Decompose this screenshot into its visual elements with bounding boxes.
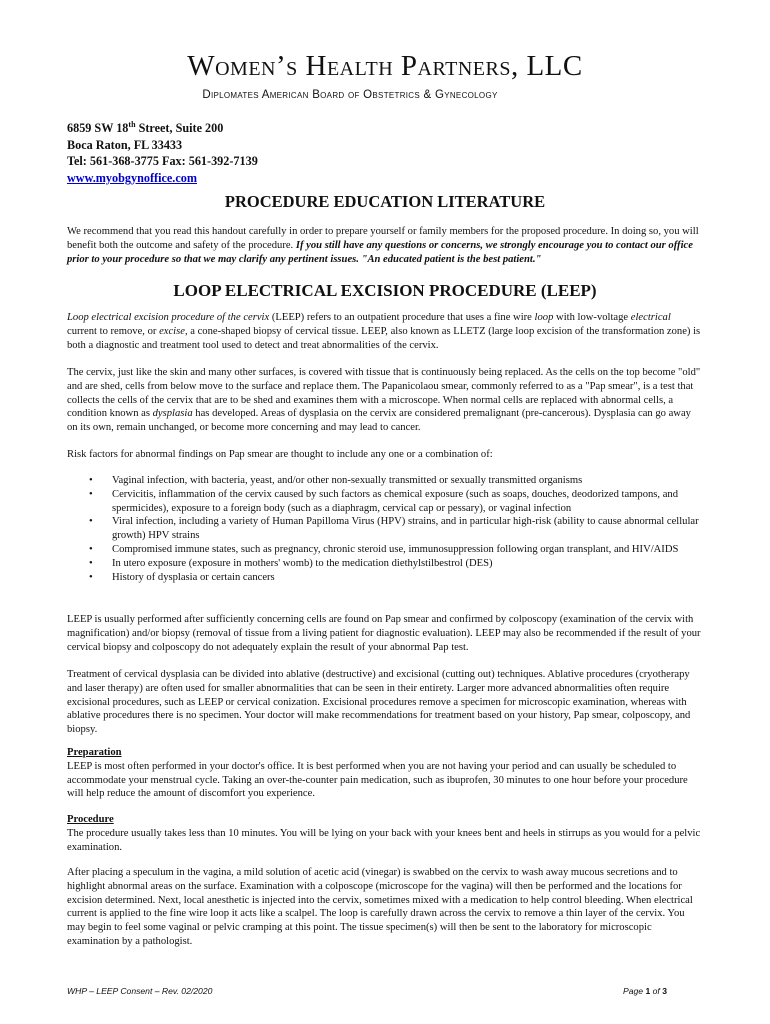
leep-heading: LOOP ELECTRICAL EXCISION PROCEDURE (LEEP) — [173, 281, 597, 300]
procedure-text: The procedure usually takes less than 10 minutes. You will be lying on your back with your knees bent and heels in stirrups as you would for a pelvic examination. — [67, 827, 701, 853]
preparation-section — [67, 746, 703, 801]
list-item: • Vaginal infection, with bacteria, yeast, and/or other non-sexually transmitted or sexually transmitted organisms — [89, 475, 583, 486]
footer-page-number: Page 1 of 3 — [623, 986, 667, 996]
phone-fax: Tel: 561-368-3775 Fax: 561-392-7139 — [67, 154, 258, 169]
footer-form-id: WHP – LEEP Consent – Rev. 02/2020 — [67, 986, 213, 996]
bullet-icon: • — [89, 488, 93, 500]
website-link[interactable]: www.myobgynoffice.com — [67, 170, 197, 185]
practice-subtitle: Diplomates American Board of Obstetrics & Gynecology — [202, 89, 498, 101]
bullet-icon: • — [89, 557, 93, 569]
city-state-zip: Boca Raton, FL 33433 — [67, 137, 183, 152]
preparation-text: LEEP is most often performed in your doctor's office. It is best performed when you are not having your period and can usually be scheduled to accommodate your menstrual cycle. Taking an over-the-counter pain medication, such as ibuprofen, 30 minutes to one hour before your procedure will help reduce the amount of discomfort you experience. — [67, 760, 688, 800]
procedure-section — [67, 813, 703, 854]
address-block — [67, 117, 258, 186]
bullet-icon: • — [89, 543, 93, 555]
bullet-icon: • — [89, 516, 93, 528]
risk-factor-list — [67, 474, 703, 584]
intro-emphasis: If you still have any questions or concerns, we strongly encourage you to contact our office prior to your procedure so that we may clarify any pertinent issues. "An educated patient is the best patient." — [67, 239, 693, 265]
bullet-icon: • — [89, 571, 93, 583]
cervix-paragraph: The cervix, just like the skin and many other surfaces, is covered with tissue that is continuously being replaced. As the cells on the top become "old" and are shed, cells from below move to the surface and replace them. The Papanicolaou smear, commonly referred to as a "Pap smear", is a test that collects the cells of the cervix that are to be shed and examines them with a microscope. When normal cells are replaced with abnormal cells, a condition known as dysplasia has developed. Areas of dysplasia on the cervix are considered premalignant (pre-cancerous). Dysplasia can go away on its own, remain unchanged, or become more concerning and may lead to cancer. — [67, 367, 701, 434]
leep-indication-paragraph: LEEP is usually performed after sufficiently concerning cells are found on Pap smear and confirmed by colposcopy (examination of the cervix with magnification) and/or biopsy (removal of tissue from a living patient for diagnostic evaluation). LEEP may also be recommended if the result of your cervical biopsy and colposcopy do not adequately explain the result of your abnormal Pap test. — [67, 614, 701, 653]
street-address: 6859 SW 18th Street, Suite 200 — [67, 120, 224, 136]
procedure-detail-paragraph: After placing a speculum in the vagina, a mild solution of acetic acid (vinegar) is swabbed on the cervix to wash away mucous secretions and to highlight abnormal areas on the surface. Examination with a colposcope (microscope for the vagina) will then be performed and the locations for excision determined. Next, local anesthetic is injected into the cervix, sometimes mixed with a medication to help control bleeding. When electrical current is applied to the fine wire loop it acts like a scalpel. The loop is carefully drawn across the cervix to remove a thin layer of the cervix. You may begin to feel some vaginal or pelvic cramping at this point. The tissue specimen(s) will then be sent to the laboratory for microscopic examination by a pathologist. — [67, 867, 693, 947]
list-item: • Viral infection, including a variety of Human Papilloma Virus (HPV) strains, and in particular high-risk (ability to cause abnormal cellular growth) HPV strains — [89, 516, 699, 542]
treatment-paragraph: Treatment of cervical dysplasia can be divided into ablative (destructive) and excisional (cutting out) techniques. Ablative procedures (cryotherapy and laser therapy) are often used for smaller abnormalities that can be seen in their entirety. Larger more advanced abnormalities often require excisional procedures, such as LEEP or cervical conization. Excisional procedures remove a specimen for microscopic examination, whereas with ablative procedures there is no specimen. Your doctor will make recommendations for treatment based on your history, Pap smear, colposcopy, and biopsy. — [67, 669, 691, 736]
intro-paragraph: We recommend that you read this handout carefully in order to prepare yourself or family members for the proposed procedure. In doing so, you will benefit both the outcome and safety of the procedure. If you still have any questions or concerns, we strongly encourage you to contact our office prior to your procedure so that we may clarify any pertinent issues. "An educated patient is the best patient." — [67, 226, 699, 265]
risk-intro: Risk factors for abnormal findings on Pap smear are thought to include any one or a combination of: — [67, 449, 493, 460]
practice-name: Women’s Health Partners, LLC — [187, 50, 583, 82]
preparation-heading: Preparation — [67, 747, 122, 758]
list-item: • Cervicitis, inflammation of the cervix caused by such factors as chemical exposure (such as soaps, douches, deodorized tampons, and spermicides), exposure to a foreign body (such as a diaphragm, cervical cap or pessary), or vaginal infection — [89, 488, 679, 514]
definition-paragraph: Loop electrical excision procedure of the cervix (LEEP) refers to an outpatient procedure that uses a fine wire loop with low-voltage electrical current to remove, or excise, a cone-shaped biopsy of cervical tissue. LEEP, also known as LLETZ (large loop excision of the transformation zone) is both a diagnostic and treatment tool used to detect and treat abnormalities of the cervix. — [67, 312, 701, 351]
list-item: • Compromised immune states, such as pregnancy, chronic steroid use, immunosuppression following organ transplant, and HIV/AIDS — [89, 543, 679, 555]
bullet-icon: • — [89, 475, 93, 486]
education-heading: PROCEDURE EDUCATION LITERATURE — [224, 192, 546, 211]
list-item: • In utero exposure (exposure in mothers' womb) to the medication diethylstilbestrol (DES) — [89, 557, 493, 569]
procedure-heading: Procedure — [67, 814, 114, 825]
list-item: • History of dysplasia or certain cancers — [89, 571, 275, 583]
